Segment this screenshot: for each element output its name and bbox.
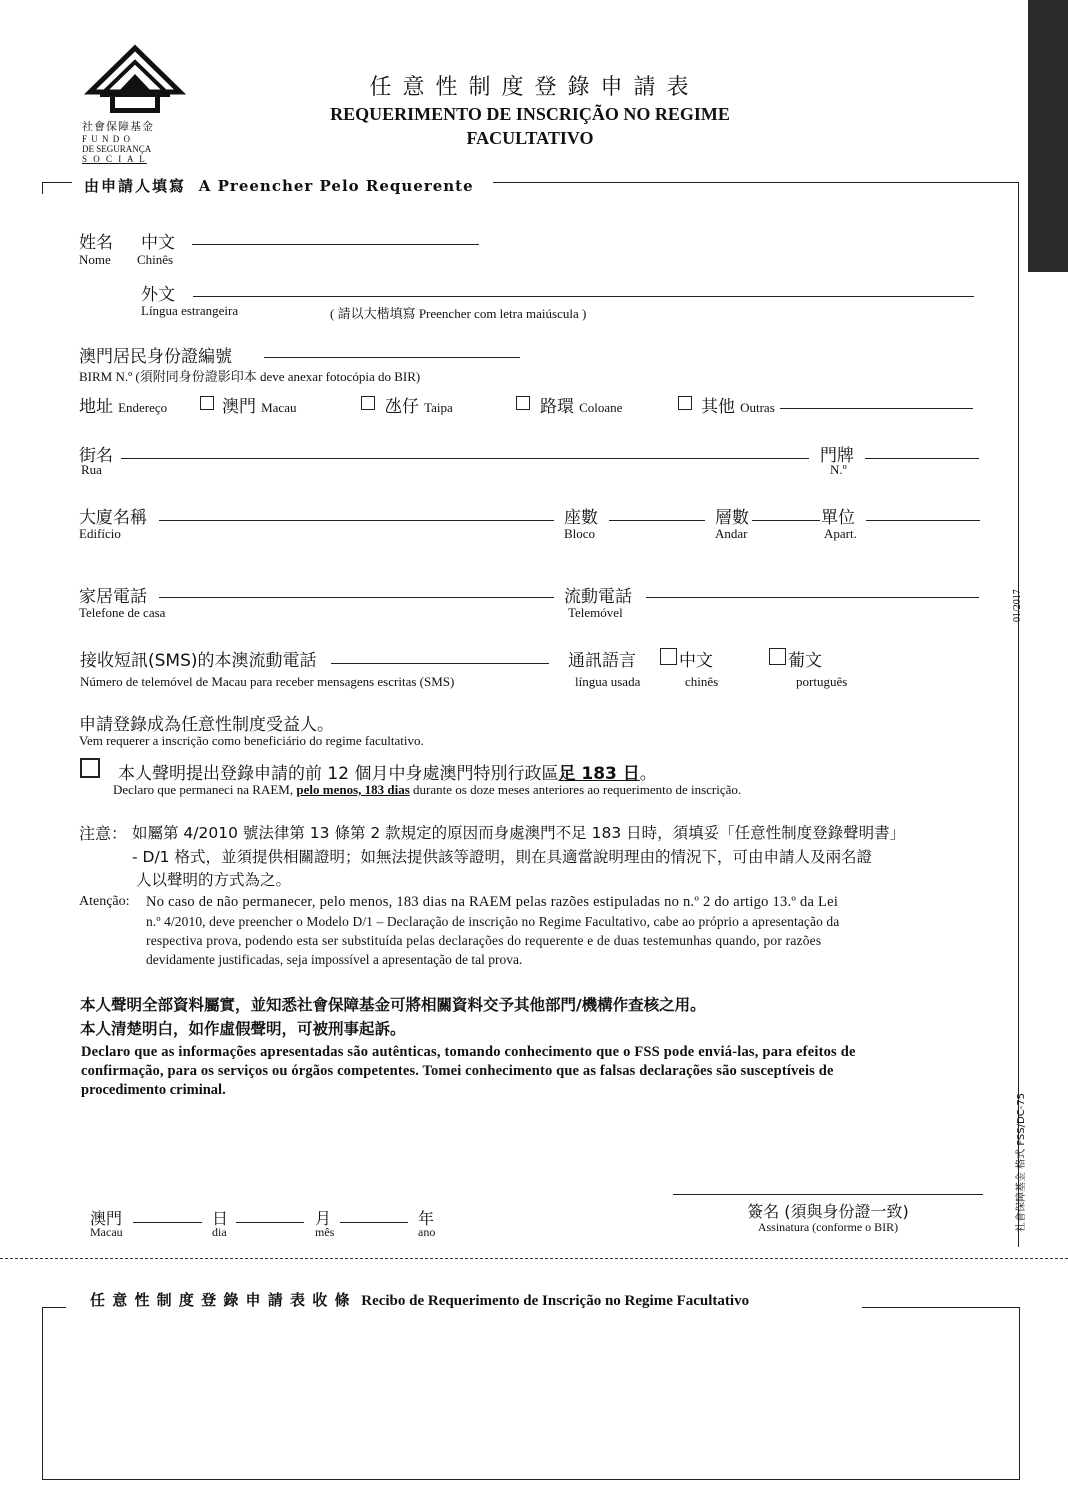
signature-label-zh: 簽名 (須與身份證一致) — [747, 1202, 909, 1221]
note-zh-line-1: 如屬第 4/2010 號法律第 13 條第 2 款規定的原因而身處澳門不足 183 日時，須填妥「任意性制度登錄聲明書」 — [132, 824, 906, 842]
home-phone-label-pt: Telefone de casa — [79, 605, 166, 620]
residence-declaration-zh-days: 足 183 日 — [558, 764, 640, 784]
address-other-label — [701, 392, 775, 417]
address-coloane-checkbox[interactable] — [516, 396, 530, 410]
note-zh-line-2: - D/1 格式，並須提供相關證明；如無法提供該等證明，則在具適當說明理由的情況下，可由申請人及兩名證 — [132, 848, 872, 866]
block-label-pt: Bloco — [564, 526, 596, 541]
chinese-name-label-zh: 中文 — [141, 233, 175, 253]
foreign-name-label-pt: Língua estrangeira — [141, 303, 239, 318]
address-other-checkbox[interactable] — [678, 396, 692, 410]
residence-declaration-checkbox[interactable] — [80, 758, 100, 778]
request-text-pt: Vem requerer a inscrição como beneficiário do regime facultativo. — [79, 733, 424, 748]
receipt-title-pt: Recibo de Requerimento de Inscrição no Regime Facultativo — [361, 1293, 750, 1309]
name-label-pt: Nome — [79, 252, 111, 267]
building-field[interactable] — [159, 520, 554, 521]
logo-text-pt-2: DE SEGURANÇA — [82, 144, 152, 154]
form-title-pt-1: REQUERIMENTO DE INSCRIÇÃO NO REGIME — [330, 104, 730, 124]
language-portuguese-checkbox[interactable] — [769, 648, 786, 665]
date-place-zh: 澳門 — [90, 1209, 123, 1228]
note-zh-line-3: 人以聲明的方式為之。 — [136, 871, 292, 889]
address-macau-pt: Macau — [261, 400, 297, 415]
declaration-zh-line-1: 本人聲明全部資料屬實，並知悉社會保障基金可將相關資料交予其他部門/機構作查核之用。 — [80, 996, 706, 1014]
address-taipa-zh: 氹仔 — [385, 397, 419, 417]
language-chinese-pt: chinês — [685, 674, 719, 689]
note-pt-line-4: devidamente justificadas, seja impossível a apresentação de tal prova. — [146, 952, 523, 967]
logo-text-pt-1: F U N D O — [82, 134, 132, 144]
chinese-name-field[interactable] — [192, 244, 479, 245]
chinese-name-label-pt: Chinês — [137, 252, 174, 267]
residence-declaration-pt-days: pelo menos, 183 dias — [296, 782, 410, 797]
unit-label-pt: Apart. — [824, 526, 857, 541]
receipt-frame-box — [42, 1307, 1020, 1480]
logo-text-pt-3: S O C I A L — [82, 154, 147, 164]
street-label-pt: Rua — [81, 462, 102, 477]
language-portuguese-zh: 葡文 — [788, 651, 822, 671]
address-taipa-checkbox[interactable] — [361, 396, 375, 410]
bir-label-zh: 澳門居民身份證編號 — [79, 347, 232, 367]
unit-field[interactable] — [866, 520, 980, 521]
address-taipa-label — [385, 392, 453, 417]
sms-phone-label-pt: Número de telemóvel de Macau para receber mensagens escritas (SMS) — [80, 674, 455, 689]
foreign-name-hint: ( 請以大楷填寫 Preencher com letra maiúscula ) — [330, 306, 587, 321]
mobile-phone-field[interactable] — [646, 597, 979, 598]
section-frame-top-right — [493, 182, 1019, 183]
address-label-pt: Endereço — [118, 400, 168, 415]
floor-label-zh: 層數 — [715, 508, 749, 528]
note-pt-line-3: respectiva prova, podendo esta ser substituída pelas declarações do requerente e de duas testemunhas quando, por razões — [146, 933, 822, 948]
address-other-zh: 其他 — [701, 397, 735, 417]
date-year-pt: ano — [418, 1225, 436, 1239]
form-code: 社會保障基金 格式 FSS/DC-75 — [1016, 1092, 1027, 1232]
date-place-field[interactable] — [133, 1222, 202, 1223]
address-macau-label — [222, 392, 296, 417]
signature-label-pt: Assinatura (conforme o BIR) — [757, 1220, 899, 1234]
form-title-pt-2: FACULTATIVO — [466, 128, 594, 148]
building-label-pt: Edifício — [79, 526, 121, 541]
date-month-pt: mês — [315, 1225, 335, 1239]
block-label-zh: 座數 — [564, 508, 598, 528]
block-field[interactable] — [609, 520, 705, 521]
residence-declaration-zh — [118, 759, 657, 784]
note-pt-label: Atenção: — [79, 894, 130, 909]
residence-declaration-pt-end: durante os doze meses anteriores ao requerimento de inscrição. — [409, 782, 742, 797]
date-place-pt: Macau — [90, 1225, 123, 1239]
residence-declaration-pt-text: Declaro que permaneci na RAEM, — [113, 782, 297, 797]
bir-label-pt: BIRM N.º (須附同身份證影印本 deve anexar fotocópia do BIR) — [79, 369, 421, 384]
address-coloane-zh: 路環 — [540, 397, 574, 417]
form-title-zh: 任 意 性 制 度 登 錄 申 請 表 — [369, 75, 691, 100]
section-frame-right — [1018, 182, 1019, 1247]
name-label-zh: 姓名 — [79, 233, 113, 253]
language-label-zh: 通訊語言 — [568, 651, 636, 671]
address-label-zh: 地址 — [79, 397, 113, 417]
bir-number-field[interactable] — [264, 357, 520, 358]
declaration-zh-line-2: 本人清楚明白，如作虛假聲明，可被刑事起訴。 — [80, 1020, 406, 1038]
address-other-pt: Outras — [740, 400, 775, 415]
floor-label-pt: Andar — [715, 526, 748, 541]
address-macau-checkbox[interactable] — [200, 396, 214, 410]
note-pt-line-2: n.º 4/2010, deve preencher o Modelo D/1 – Declaração de inscrição no Regime Facultativo, cabe ao próprio a apresentação da — [146, 914, 840, 929]
page-edge-tab — [1028, 0, 1068, 272]
street-label-zh: 街名 — [79, 446, 113, 466]
address-coloane-label — [540, 392, 622, 417]
request-text-zh: 申請登錄成為任意性制度受益人。 — [79, 715, 334, 735]
receipt-title-zh: 任 意 性 制 度 登 錄 申 請 表 收 條 — [90, 1291, 351, 1309]
language-portuguese-pt: português — [796, 674, 848, 689]
mobile-phone-label-zh: 流動電話 — [564, 587, 632, 607]
sms-phone-label-zh: 接收短訊(SMS)的本澳流動電話 — [80, 651, 317, 671]
date-day-field[interactable] — [236, 1222, 304, 1223]
mobile-phone-label-pt: Telemóvel — [568, 605, 623, 620]
door-number-field[interactable] — [865, 458, 979, 459]
section-frame-top-left — [42, 182, 72, 183]
section-legend — [84, 175, 474, 196]
date-day-zh: 日 — [212, 1209, 229, 1228]
foreign-name-label-zh: 外文 — [141, 285, 175, 305]
tear-off-line — [0, 1258, 1068, 1259]
home-phone-field[interactable] — [159, 597, 554, 598]
address-label — [79, 392, 167, 417]
home-phone-label-zh: 家居電話 — [79, 587, 147, 607]
door-number-label-zh: 門牌 — [820, 446, 854, 466]
section-frame-left — [42, 182, 43, 194]
language-chinese-checkbox[interactable] — [660, 648, 677, 665]
date-year-zh: 年 — [418, 1209, 435, 1228]
note-pt-line-1: No caso de não permanecer, pelo menos, 183 dias na RAEM pelas razões estipuladas no n.º 2 do artigo 13.º da Lei — [146, 894, 839, 910]
section-legend-zh: 由申請人填寫 — [84, 177, 187, 195]
date-month-field[interactable] — [340, 1222, 408, 1223]
fss-logo — [82, 44, 188, 162]
date-day-pt: dia — [212, 1225, 227, 1239]
address-taipa-pt: Taipa — [424, 400, 453, 415]
date-month-zh: 月 — [315, 1209, 332, 1228]
address-other-field[interactable] — [780, 408, 973, 409]
foreign-name-field[interactable] — [193, 296, 974, 297]
note-zh-label: 注意： — [79, 824, 128, 843]
signature-field[interactable] — [673, 1194, 983, 1195]
receipt-title — [72, 1289, 767, 1310]
section-legend-pt: A Preencher Pelo Requerente — [198, 177, 474, 195]
residence-declaration-zh-end: 。 — [639, 764, 657, 784]
building-label-zh: 大廈名稱 — [79, 508, 147, 528]
residence-declaration-zh-text: 本人聲明提出登錄申請的前 12 個月中身處澳門特別行政區 — [118, 764, 559, 784]
floor-field[interactable] — [752, 520, 820, 521]
residence-declaration-pt — [113, 782, 741, 798]
logo-emblem-icon — [82, 44, 188, 114]
language-chinese-zh: 中文 — [679, 651, 713, 671]
sms-phone-field[interactable] — [331, 663, 549, 664]
language-label-pt: língua usada — [575, 674, 641, 689]
address-macau-zh: 澳門 — [222, 397, 256, 417]
unit-label-zh: 單位 — [821, 508, 855, 528]
declaration-pt-line-1: Declaro que as informações apresentadas são autênticas, tomando conhecimento que o FSS pode enviá-las, para efeitos de — [81, 1044, 856, 1060]
form-version: 01/2017 — [1012, 589, 1023, 622]
declaration-pt-line-3: procedimento criminal. — [81, 1082, 226, 1098]
address-coloane-pt: Coloane — [579, 400, 623, 415]
door-number-label-pt: N.º — [830, 462, 847, 477]
declaration-pt-line-2: confirmação, para os serviços ou órgãos competentes. Tomei conhecimento que as falsas declarações são susceptíveis de — [81, 1063, 834, 1079]
street-field[interactable] — [121, 458, 809, 459]
logo-text-zh: 社會保障基金 — [82, 120, 154, 133]
